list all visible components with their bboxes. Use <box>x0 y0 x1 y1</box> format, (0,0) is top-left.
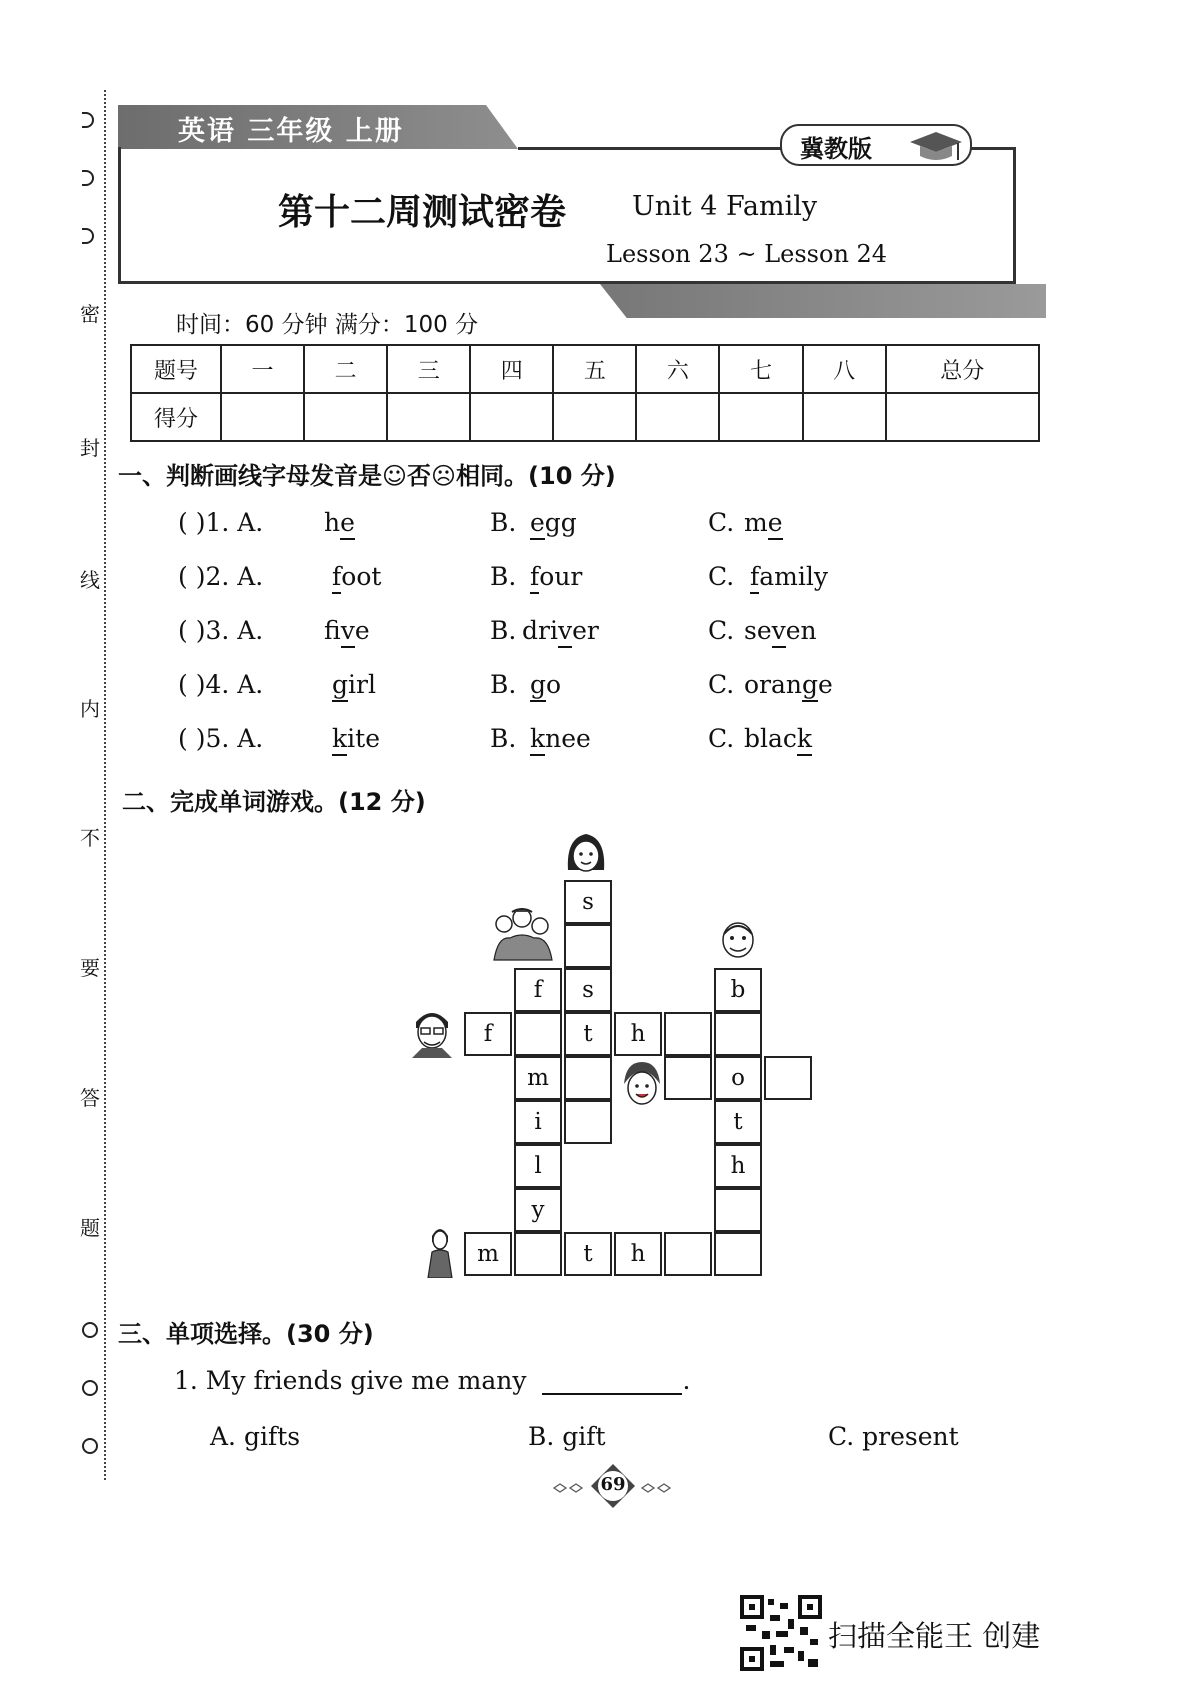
question-number: ( )3. A. <box>178 616 264 645</box>
lesson-label: Lesson 23 ~ Lesson 24 <box>606 240 888 268</box>
crossword-cell[interactable]: f <box>464 1012 512 1056</box>
table-row <box>131 345 1039 393</box>
question-number: ( )2. A. <box>178 562 264 591</box>
score-input-cell[interactable] <box>553 393 636 441</box>
score-input-cell[interactable] <box>886 393 1039 441</box>
option-b-label: B. <box>490 508 517 537</box>
option-b-label: B. <box>490 562 517 591</box>
option-c: seven <box>744 616 817 645</box>
page-number: 69 <box>600 1474 626 1495</box>
section-2-title: 二、完成单词游戏。(12 分) <box>122 788 426 816</box>
table-row <box>131 393 1039 441</box>
option-c-label: C. <box>708 670 735 699</box>
header-bottom-band <box>600 284 1046 318</box>
option-a: foot <box>332 562 381 591</box>
score-input-cell[interactable] <box>470 393 553 441</box>
binding-char: 密 <box>80 302 100 326</box>
crossword-cell[interactable]: h <box>614 1232 662 1276</box>
binding-hole-icon <box>82 1380 98 1396</box>
answer-blank[interactable] <box>542 1367 682 1395</box>
crossword-cell[interactable]: h <box>714 1144 762 1188</box>
subject-label: 英语 三年级 上册 <box>178 116 404 147</box>
question-1-end: . <box>682 1366 691 1395</box>
option-c-label: C. <box>708 616 735 645</box>
score-table <box>130 344 1040 442</box>
table-cell: 总分 <box>886 345 1039 393</box>
crossword-cell[interactable] <box>514 1012 562 1056</box>
option-b-label: B. <box>490 724 517 753</box>
option-c-label: C. <box>708 508 735 537</box>
question-row-3 <box>178 616 817 650</box>
binding-dotted-line <box>104 90 106 1480</box>
option-b: four <box>530 562 582 591</box>
crossword-cell[interactable] <box>664 1012 712 1056</box>
question-row-4 <box>178 670 833 704</box>
crossword-cell[interactable]: i <box>514 1100 562 1144</box>
family-group-icon <box>490 904 556 962</box>
option-c-label: C. <box>708 724 735 753</box>
score-input-cell[interactable] <box>803 393 886 441</box>
binding-hole-icon <box>82 1322 98 1338</box>
binding-hole-icon <box>82 1438 98 1454</box>
binding-char: 要 <box>80 956 100 980</box>
option-c-label: C. <box>708 562 735 591</box>
option-c: black <box>744 724 812 753</box>
crossword-cell[interactable] <box>514 1232 562 1276</box>
time-info: 时间：60 分钟 满分：100 分 <box>176 312 479 338</box>
section-1-title: 一、判断画线字母发音是☺否☹相同。(10 分) <box>118 462 616 490</box>
mother-icon <box>424 1222 456 1278</box>
option-c: me <box>744 508 783 537</box>
question-number: ( )5. A. <box>178 724 264 753</box>
option-a: five <box>324 616 370 645</box>
edition-label: 冀教版 <box>800 135 872 163</box>
question-1-text: 1. My friends give me many <box>174 1366 527 1395</box>
section-3-title: 三、单项选择。(30 分) <box>118 1320 374 1348</box>
binding-char: 封 <box>80 436 100 460</box>
crossword-cell[interactable]: h <box>614 1012 662 1056</box>
crossword-cell[interactable]: b <box>714 968 762 1012</box>
crossword-cell[interactable] <box>664 1232 712 1276</box>
score-input-cell[interactable] <box>387 393 470 441</box>
crossword-cell[interactable] <box>564 1100 612 1144</box>
page-title: 第十二周测试密卷 <box>278 192 567 233</box>
girl-icon <box>564 830 608 878</box>
father-icon <box>408 1004 456 1058</box>
table-cell: 题号 <box>131 345 221 393</box>
scanner-watermark: 扫描全能王 创建 <box>828 1619 1041 1653</box>
option-b-label: B. <box>490 616 517 645</box>
score-input-cell[interactable] <box>636 393 719 441</box>
crossword-cell[interactable]: m <box>514 1056 562 1100</box>
question-1 <box>174 1366 690 1395</box>
question-row-5 <box>178 724 813 758</box>
binding-char: 线 <box>80 568 100 592</box>
option-b: egg <box>530 508 577 537</box>
crossword-cell[interactable]: y <box>514 1188 562 1232</box>
crossword-cell[interactable]: l <box>514 1144 562 1188</box>
crossword-cell[interactable]: s <box>564 880 612 924</box>
option-c: orange <box>744 670 833 699</box>
table-cell: 六 <box>636 345 719 393</box>
option-b: B. gift <box>528 1422 606 1451</box>
question-number: ( )1. A. <box>178 508 264 537</box>
graduation-cap-icon <box>908 130 964 166</box>
crossword-cell[interactable] <box>714 1012 762 1056</box>
crossword-cell[interactable]: m <box>464 1232 512 1276</box>
crossword-cell[interactable]: t <box>714 1100 762 1144</box>
table-cell: 二 <box>304 345 387 393</box>
option-b: driver <box>522 616 599 645</box>
grandpa-icon <box>716 916 760 964</box>
question-row-1 <box>178 508 783 542</box>
table-cell: 得分 <box>131 393 221 441</box>
option-b-label: B. <box>490 670 517 699</box>
crossword-cell[interactable]: s <box>564 968 612 1012</box>
qr-code-icon <box>740 1595 822 1671</box>
table-cell: 八 <box>803 345 886 393</box>
question-row-2 <box>178 562 828 596</box>
binding-char: 不 <box>80 826 100 850</box>
binding-hole-icon <box>82 228 94 244</box>
question-number: ( )4. A. <box>178 670 264 699</box>
mom-icon <box>620 1060 664 1110</box>
score-input-cell[interactable] <box>304 393 387 441</box>
score-input-cell[interactable] <box>719 393 802 441</box>
table-cell: 七 <box>719 345 802 393</box>
table-cell: 四 <box>470 345 553 393</box>
option-a: he <box>324 508 355 537</box>
crossword-cell[interactable]: t <box>564 1232 612 1276</box>
table-cell: 三 <box>387 345 470 393</box>
option-b: knee <box>530 724 591 753</box>
crossword-cell[interactable] <box>564 1056 612 1100</box>
option-a: A. gifts <box>210 1422 301 1451</box>
binding-hole-icon <box>82 170 94 186</box>
binding-char: 内 <box>80 697 100 721</box>
crossword-cell[interactable] <box>664 1056 712 1100</box>
crossword-cell[interactable]: f <box>514 968 562 1012</box>
option-a: girl <box>332 670 376 699</box>
option-c: C. present <box>828 1422 959 1451</box>
unit-label: Unit 4 Family <box>632 191 818 222</box>
option-c: family <box>750 562 828 591</box>
score-input-cell[interactable] <box>221 393 304 441</box>
crossword-cell[interactable] <box>714 1232 762 1276</box>
binding-hole-icon <box>82 112 94 128</box>
table-cell: 五 <box>553 345 636 393</box>
crossword-cell[interactable] <box>764 1056 812 1100</box>
binding-char: 答 <box>80 1086 100 1110</box>
option-b: go <box>530 670 561 699</box>
crossword-cell[interactable]: o <box>714 1056 762 1100</box>
table-cell: 一 <box>221 345 304 393</box>
crossword-cell[interactable] <box>714 1188 762 1232</box>
binding-char: 题 <box>80 1216 100 1240</box>
crossword-cell[interactable] <box>564 924 612 968</box>
option-a: kite <box>332 724 380 753</box>
crossword-cell[interactable]: t <box>564 1012 612 1056</box>
